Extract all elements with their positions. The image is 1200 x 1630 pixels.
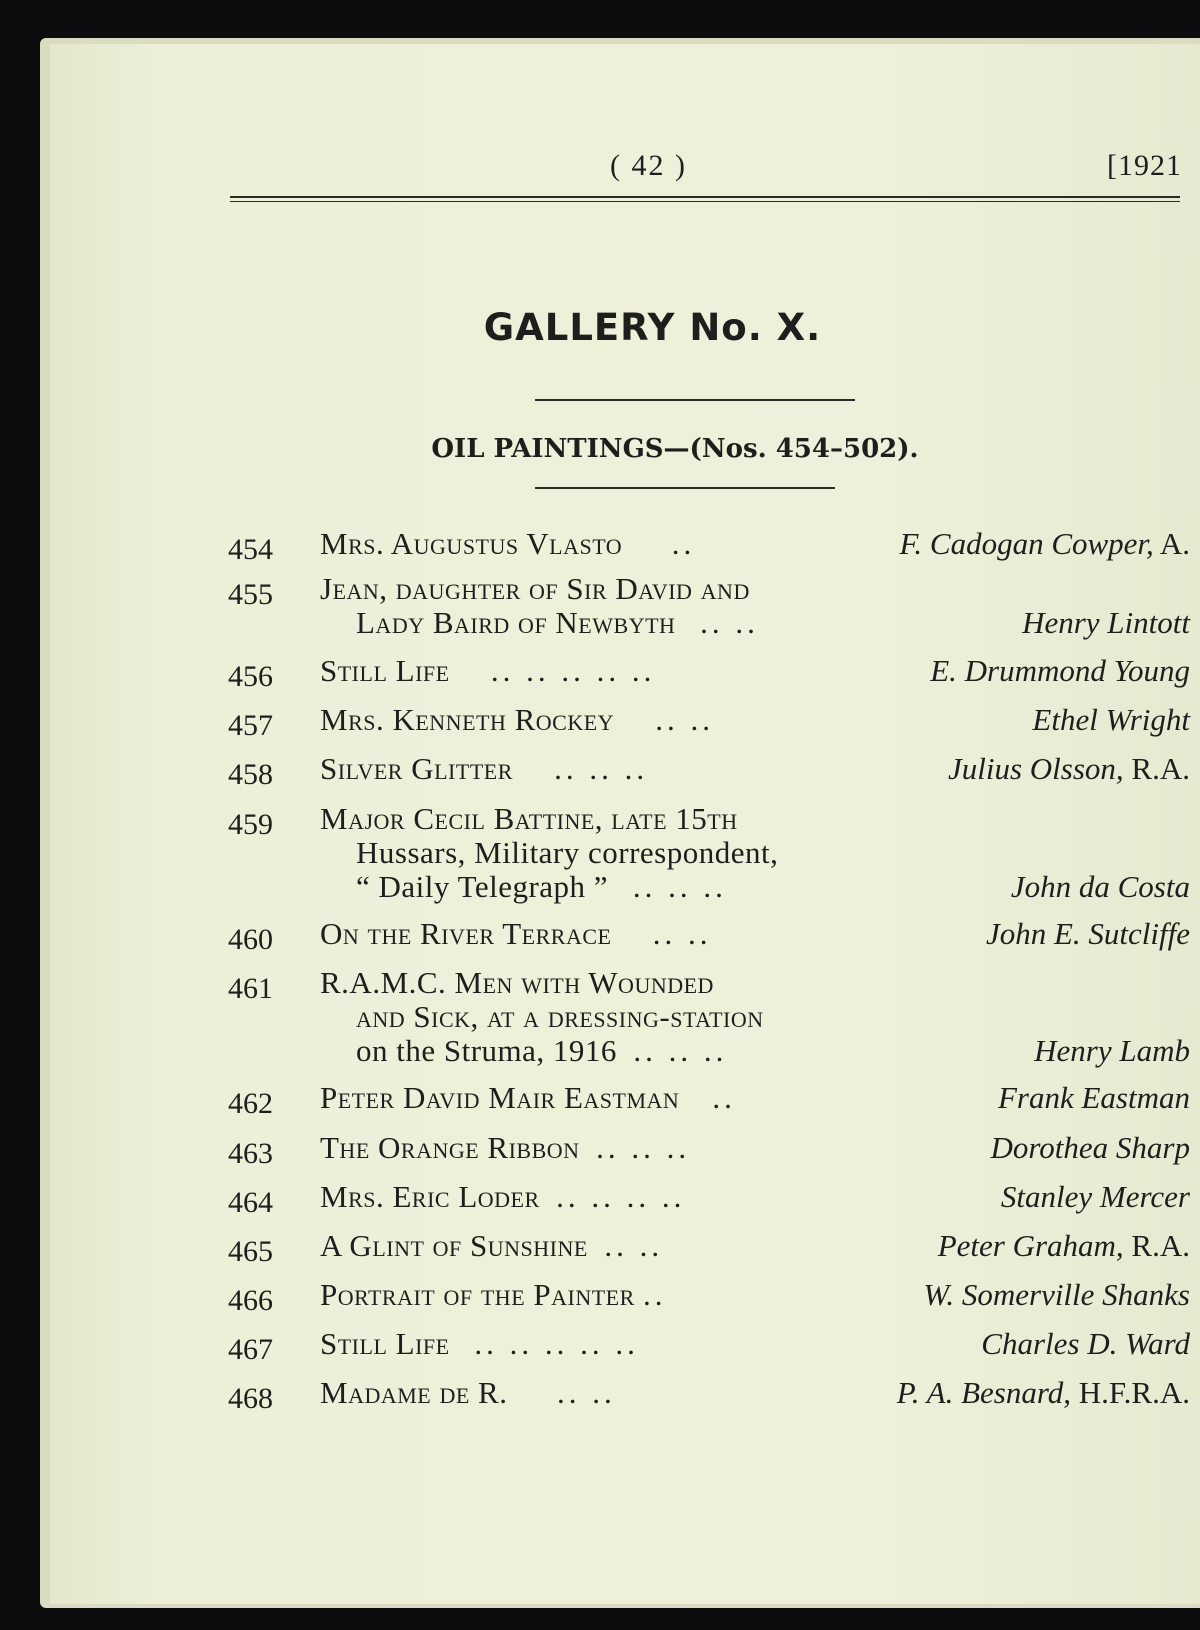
page-year: [1921: [1107, 149, 1182, 182]
entry-number: 467: [228, 1333, 273, 1366]
title-rule: [535, 399, 855, 401]
entry-artist: John E. Sutcliffe: [985, 916, 1190, 951]
entry-artist: Henry Lintott: [1022, 605, 1190, 640]
page-number: ( 42 ): [610, 149, 687, 182]
entry-artist: John da Costa: [1010, 869, 1190, 904]
entry-title: On the River Terrace .. ..: [320, 916, 712, 951]
entry-artist: Stanley Mercer: [1000, 1179, 1190, 1214]
section-subtitle: OIL PAINTINGS—(Nos. 454–502).: [431, 434, 919, 464]
entry-title: Silver Glitter .. .. ..: [320, 751, 649, 786]
entry-title: The Orange Ribbon .. .. ..: [320, 1130, 691, 1165]
entry-artist: P. A. Besnard, H.F.R.A.: [896, 1375, 1190, 1410]
entry-title: Mrs. Kenneth Rockey .. ..: [320, 702, 715, 737]
entry-artist: W. Somerville Shanks: [923, 1277, 1190, 1312]
entry-title: Madame de R. .. ..: [320, 1375, 616, 1410]
entry-title: R.A.M.C. Men with Wounded and Sick, at a dressing-station on the Struma, 1916 .. .. ..: [320, 965, 764, 1068]
subtitle-rule: [535, 487, 835, 489]
header-rule: [230, 196, 1180, 198]
entry-title: Still Life .. .. .. .. ..: [320, 653, 656, 688]
entry-artist: Ethel Wright: [1032, 702, 1190, 737]
entry-number: 468: [228, 1382, 273, 1415]
entry-number: 455: [228, 578, 273, 611]
entry-number: 463: [228, 1137, 273, 1170]
entry-artist: F. Cadogan Cowper, A.: [899, 526, 1190, 561]
entry-title: Jean, daughter of Sir David and Lady Baird of Newbyth .. ..: [320, 571, 759, 640]
entry-title: Mrs. Augustus Vlasto ..: [320, 526, 696, 561]
entry-artist: Julius Olsson, R.A.: [947, 751, 1190, 786]
catalogue-page: [50, 44, 1200, 1604]
entry-title: A Glint of Sunshine .. ..: [320, 1228, 664, 1263]
entry-title: Peter David Mair Eastman ..: [320, 1080, 736, 1115]
entry-artist: Charles D. Ward: [981, 1326, 1190, 1361]
entry-title: Still Life .. .. .. .. ..: [320, 1326, 639, 1361]
entry-number: 459: [228, 808, 273, 841]
page-header: [50, 149, 1200, 189]
entry-number: 458: [228, 758, 273, 791]
entry-number: 456: [228, 660, 273, 693]
entry-number: 454: [228, 533, 273, 566]
gallery-title: GALLERY No. X.: [483, 306, 822, 349]
entry-artist: Henry Lamb: [1034, 1033, 1190, 1068]
entry-artist: Frank Eastman: [997, 1080, 1190, 1115]
entry-title: Mrs. Eric Loder .. .. .. ..: [320, 1179, 686, 1214]
header-rule-thin: [230, 201, 1180, 202]
entry-artist: Dorothea Sharp: [990, 1130, 1190, 1165]
entry-title: Portrait of the Painter ..: [320, 1277, 667, 1312]
entry-number: 465: [228, 1235, 273, 1268]
entry-number: 462: [228, 1087, 273, 1120]
entry-number: 460: [228, 923, 273, 956]
entry-artist: E. Drummond Young: [930, 653, 1190, 688]
entry-artist: Peter Graham, R.A.: [937, 1228, 1190, 1263]
entry-number: 466: [228, 1284, 273, 1317]
entry-title: Major Cecil Battine, late 15th Hussars, Military correspondent, “ Daily Telegraph ” .. .. ..: [320, 801, 779, 904]
entry-number: 464: [228, 1186, 273, 1219]
entry-number: 457: [228, 709, 273, 742]
entry-number: 461: [228, 972, 273, 1005]
